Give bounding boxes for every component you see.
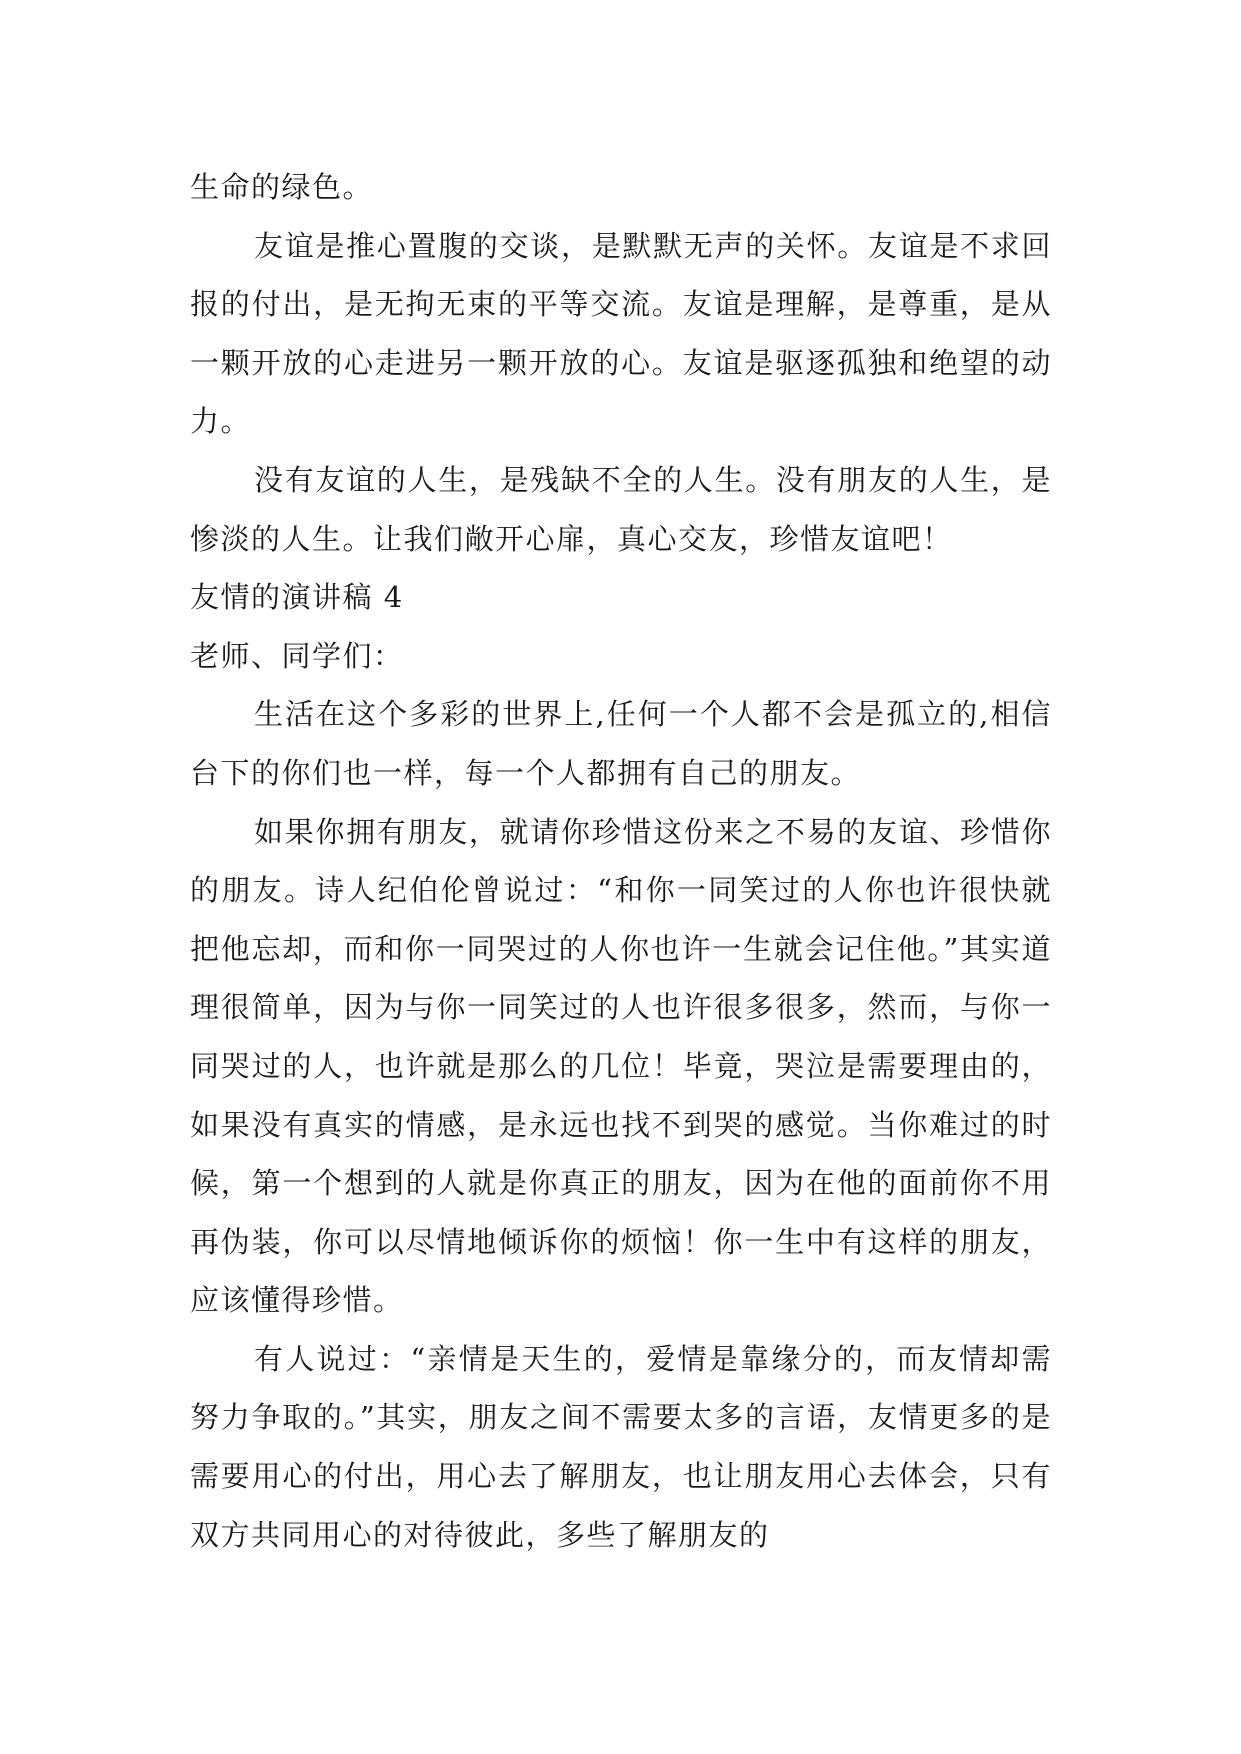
paragraph-life-without-friendship: 没有友谊的人生，是残缺不全的人生。没有朋友的人生，是惨淡的人生。让我们敞开心扉，真心交友，珍惜友谊吧！ (190, 462, 1052, 556)
paragraph-someone-said: 有人说过：“亲情是天生的，爱情是靠缘分的，而友情却需努力争取的。”其实，朋友之间不需要太多的言语，友情更多的是需要用心的付出，用心去了解朋友，也让朋友用心去体会，只有双方共同用心的对待彼此，多些了解朋友的 (190, 1341, 1052, 1552)
salutation: 老师、同学们： (190, 638, 404, 673)
paragraph-continuation: 生命的绿色。 (190, 170, 374, 204)
paragraph-colorful-world: 生活在这个多彩的世界上,任何一个人都不会是孤立的,相信台下的你们也一样，每一个人都拥有自己的朋友。 (190, 697, 1052, 790)
paragraph-cherish-friends: 如果你拥有朋友，就请你珍惜这份来之不易的友谊、珍惜你的朋友。诗人纪伯伦曾说过：“和你一同笑过的人你也许很快就把他忘却，而和你一同哭过的人你也许一生就会记住他。”其实道理很简单，因为与你一同笑过的人也许很多很多，然而，与你一同哭过的人，也许就是那么的几位！毕竟，哭泣是需要理由的，如果没有真实的情感，是永远也找不到哭的感觉。当你难过的时候，第一个想到的人就是你真正的朋友，因为在他的面前你不用再伪装，你可以尽情地倾诉你的烦恼！你一生中有这样的朋友，应该懂得珍惜。 (190, 814, 1052, 1318)
document-body (190, 158, 1052, 1564)
section-heading: 友情的演讲稿 4 (190, 580, 404, 615)
paragraph-friendship-definition: 友谊是推心置腹的交谈，是默默无声的关怀。友谊是不求回报的付出，是无拘无束的平等交流。友谊是理解，是尊重，是从一颗开放的心走进另一颗开放的心。友谊是驱逐孤独和绝望的动力。 (190, 228, 1052, 439)
